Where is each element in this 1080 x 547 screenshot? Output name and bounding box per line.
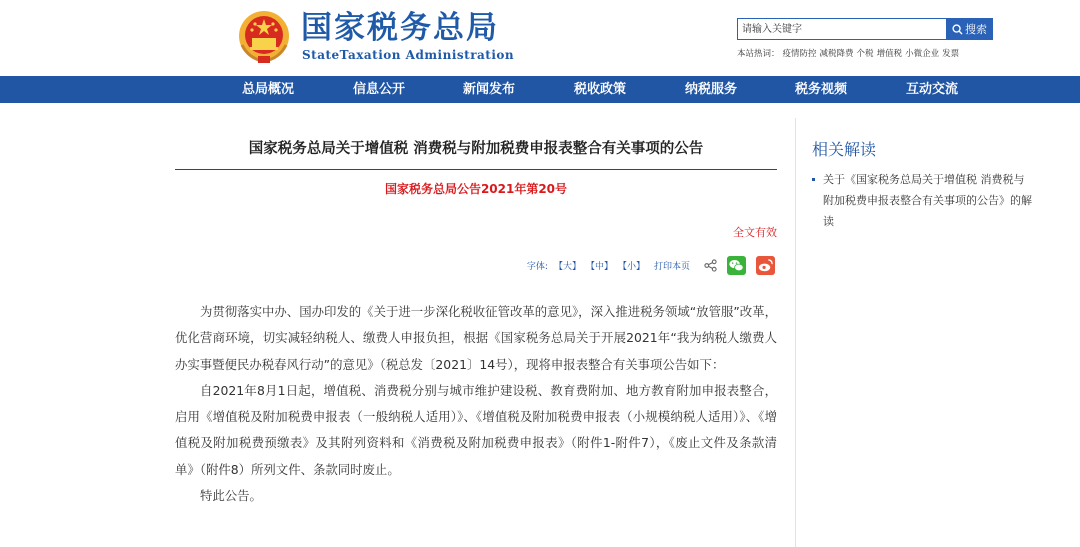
nav-item-tax-policy[interactable]: 税收政策: [574, 82, 627, 97]
title-divider: [175, 169, 777, 170]
related-reading-title: 相关解读: [812, 140, 877, 159]
document-number: 国家税务总局公告2021年第20号: [384, 182, 568, 196]
hot-word-link[interactable]: 小微企业: [905, 49, 940, 59]
hot-words: [737, 47, 962, 59]
search-icon: [952, 24, 963, 35]
site-header: [0, 0, 1080, 76]
print-button[interactable]: 打印本页: [653, 261, 690, 272]
hot-word-link[interactable]: 发票: [942, 49, 960, 59]
font-size-label: 字体:: [526, 261, 548, 272]
nav-item-taxpayer-service[interactable]: 纳税服务: [685, 82, 738, 97]
related-reading-item[interactable]: [812, 169, 1032, 232]
sidebar-divider: [795, 118, 796, 547]
font-size-small-button[interactable]: 【小】: [617, 261, 645, 272]
search-box: [737, 18, 993, 40]
article-paragraph: 特此公告。: [200, 488, 262, 504]
hot-word-link[interactable]: 减税降费: [819, 49, 854, 59]
search-button[interactable]: [946, 18, 993, 40]
search-input[interactable]: [737, 18, 947, 40]
nav-item-overview[interactable]: 总局概况: [242, 82, 295, 97]
wechat-icon[interactable]: [727, 256, 746, 275]
search-button-label: 搜索: [965, 23, 987, 36]
share-icon[interactable]: [704, 259, 717, 272]
weibo-icon[interactable]: [756, 256, 775, 275]
nav-item-tax-video[interactable]: 税务视频: [795, 82, 848, 97]
main-nav: [0, 76, 1080, 103]
hot-word-link[interactable]: 增值税: [876, 49, 903, 59]
font-size-large-button[interactable]: 【大】: [553, 261, 581, 272]
site-logo-english[interactable]: StateTaxation Administration: [302, 48, 515, 62]
article-tools: [527, 255, 775, 275]
hot-word-link[interactable]: 个税: [856, 49, 874, 59]
hot-words-label: 本站热词：: [737, 49, 780, 59]
nav-item-info-disclosure[interactable]: 信息公开: [353, 82, 406, 97]
hot-word-link[interactable]: 疫情防控: [782, 49, 817, 59]
related-reading-link[interactable]: 关于《国家税务总局关于增值税 消费税与附加税费申报表整合有关事项的公告》的解读: [823, 173, 1032, 228]
article-title: 国家税务总局关于增值税 消费税与附加税费申报表整合有关事项的公告: [248, 141, 704, 157]
nav-item-news[interactable]: 新闻发布: [463, 82, 516, 97]
article-body: [175, 299, 777, 509]
article-paragraph: 为贯彻落实中办、国办印发的《关于进一步深化税收征管改革的意见》，深入推进税务领域“放管服”改革，优化营商环境，切实减轻纳税人、缴费人申报负担，根据《国家税务总局关于开展2021年“我为纳税人缴费人办实事暨便民办税春风行动”的意见》（税总发〔2021〕14号），现将申报表整合有关事项公告如下：: [175, 304, 777, 372]
article-container: [175, 103, 777, 547]
validity-status: 全文有效: [733, 226, 777, 239]
site-logo-chinese[interactable]: 国家税务总局: [301, 10, 499, 46]
article-paragraph: 自2021年8月1日起，增值税、消费税分别与城市维护建设税、教育费附加、地方教育附加申报表整合，启用《增值税及附加税费申报表（一般纳税人适用）》、《增值税及附加税费申报表（小规模纳税人适用）》、《增值税及附加税费预缴表》及其附列资料和《消费税及附加税费申报表》（附件1-附件7），《废止文件及条款清单》（附件8）所列文件、条款同时废止。: [175, 382, 777, 477]
font-size-medium-button[interactable]: 【中】: [585, 261, 613, 272]
related-reading-list: [812, 169, 1032, 232]
bullet-icon: [812, 178, 815, 181]
nav-item-interaction[interactable]: 互动交流: [906, 82, 959, 97]
national-emblem-icon: [237, 9, 291, 65]
